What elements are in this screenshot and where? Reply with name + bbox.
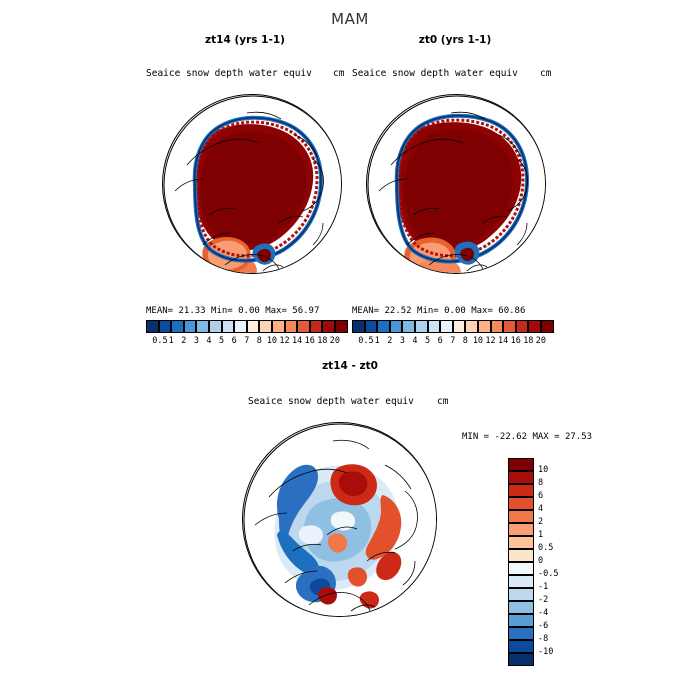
panel-zt0-colorbar xyxy=(352,320,554,333)
colorbar-tick-label: -6 xyxy=(538,621,549,631)
colorbar-swatch xyxy=(508,588,534,601)
colorbar-tick-label: 2 xyxy=(181,336,187,346)
colorbar-tick-label: 7 xyxy=(450,336,456,346)
colorbar-tick-label: 18 xyxy=(317,336,328,346)
colorbar-swatch xyxy=(478,320,491,333)
colorbar-tick-label: 20 xyxy=(535,336,547,346)
colorbar-swatch xyxy=(335,320,348,333)
colorbar-tick-label: 18 xyxy=(523,336,534,346)
colorbar-tick-label: -4 xyxy=(538,608,549,618)
panel-zt14-field-label: Seaice snow depth water equiv xyxy=(146,68,312,79)
colorbar-swatch xyxy=(415,320,428,333)
colorbar-tick-label: 6 xyxy=(538,491,544,501)
panel-zt14 xyxy=(130,34,360,46)
colorbar-tick-label: 4 xyxy=(206,336,212,346)
colorbar-swatch xyxy=(508,601,534,614)
colorbar-tick-label: 14 xyxy=(292,336,303,346)
colorbar-tick-label: -1 xyxy=(538,582,549,592)
colorbar-tick-label: 5 xyxy=(425,336,431,346)
colorbar-swatch xyxy=(508,614,534,627)
panel-zt14-units: cm xyxy=(333,68,345,79)
colorbar-swatch xyxy=(508,536,534,549)
panel-zt14-map xyxy=(162,94,342,274)
colorbar-swatch xyxy=(365,320,378,333)
colorbar-tick-label: 10 xyxy=(266,336,278,346)
panel-diff-colorbar-labels xyxy=(538,464,558,659)
colorbar-tick-label: 20 xyxy=(329,336,341,346)
panel-diff-map-graphic xyxy=(243,423,437,617)
panel-diff-units: cm xyxy=(437,396,449,407)
panel-zt0-stats: MEAN= 22.52 Min= 0.00 Max= 60.86 xyxy=(352,306,526,316)
colorbar-swatch xyxy=(508,458,534,471)
panel-zt14-title: zt14 (yrs 1-1) xyxy=(205,34,285,46)
colorbar-swatch xyxy=(508,484,534,497)
colorbar-swatch xyxy=(272,320,285,333)
colorbar-tick-label: -10 xyxy=(538,647,554,657)
panel-diff-colorbar xyxy=(508,458,534,666)
panel-zt0-title: zt0 (yrs 1-1) xyxy=(418,34,492,46)
colorbar-swatch xyxy=(528,320,541,333)
panel-zt14-stats: MEAN= 21.33 Min= 0.00 Max= 56.97 xyxy=(146,306,320,316)
colorbar-swatch xyxy=(508,510,534,523)
colorbar-tick-label: 16 xyxy=(304,336,315,346)
panel-diff-stats: MIN = -22.62 MAX = 27.53 xyxy=(462,432,593,442)
colorbar-tick-label: 8 xyxy=(538,478,544,488)
colorbar-tick-label: 5 xyxy=(219,336,225,346)
colorbar-tick-label: 14 xyxy=(498,336,509,346)
colorbar-tick-label: 2 xyxy=(538,517,544,527)
colorbar-tick-label: -8 xyxy=(538,634,549,644)
colorbar-tick-label: 4 xyxy=(538,504,544,514)
colorbar-tick-label: 8 xyxy=(256,336,262,346)
colorbar-swatch xyxy=(440,320,453,333)
colorbar-swatch xyxy=(465,320,478,333)
panel-zt0-field-label: Seaice snow depth water equiv xyxy=(352,68,518,79)
panel-zt14-map-graphic xyxy=(163,95,342,274)
colorbar-swatch xyxy=(402,320,415,333)
colorbar-swatch xyxy=(196,320,209,333)
colorbar-tick-label: 12 xyxy=(485,336,496,346)
colorbar-tick-label: 1 xyxy=(374,336,380,346)
colorbar-tick-label: 3 xyxy=(399,336,405,346)
panel-diff xyxy=(235,360,465,372)
colorbar-swatch xyxy=(259,320,272,333)
colorbar-swatch xyxy=(508,575,534,588)
colorbar-swatch xyxy=(159,320,172,333)
colorbar-swatch xyxy=(508,471,534,484)
panel-zt14-colorbar xyxy=(146,320,348,333)
colorbar-tick-label: 0.5 xyxy=(358,336,374,346)
panel-zt0 xyxy=(340,34,570,46)
colorbar-swatch xyxy=(377,320,390,333)
panel-zt0-map-graphic xyxy=(367,95,546,274)
colorbar-tick-label: 3 xyxy=(193,336,199,346)
panel-diff-title: zt14 - zt0 xyxy=(322,360,378,372)
colorbar-swatch xyxy=(390,320,403,333)
colorbar-tick-label: -2 xyxy=(538,595,549,605)
colorbar-swatch xyxy=(234,320,247,333)
colorbar-swatch xyxy=(428,320,441,333)
colorbar-swatch xyxy=(184,320,197,333)
colorbar-swatch xyxy=(352,320,365,333)
colorbar-tick-label: 6 xyxy=(437,336,443,346)
colorbar-swatch xyxy=(171,320,184,333)
colorbar-tick-label: 8 xyxy=(462,336,468,346)
colorbar-swatch xyxy=(508,549,534,562)
colorbar-tick-label: 0 xyxy=(538,556,544,566)
colorbar-swatch xyxy=(541,320,554,333)
colorbar-tick-label: 10 xyxy=(538,465,549,475)
panel-diff-field-label: Seaice snow depth water equiv xyxy=(248,396,414,407)
colorbar-tick-label: 6 xyxy=(231,336,237,346)
colorbar-swatch xyxy=(322,320,335,333)
colorbar-tick-label: 12 xyxy=(279,336,290,346)
colorbar-swatch xyxy=(508,627,534,640)
colorbar-tick-label: 0.5 xyxy=(152,336,168,346)
colorbar-swatch xyxy=(508,640,534,653)
figure-title: MAM xyxy=(331,10,369,28)
colorbar-tick-label: 1 xyxy=(168,336,174,346)
colorbar-tick-label: 10 xyxy=(472,336,484,346)
colorbar-swatch xyxy=(508,653,534,666)
panel-diff-map xyxy=(242,422,437,617)
colorbar-swatch xyxy=(247,320,260,333)
panel-zt0-colorbar-ticks xyxy=(352,336,554,346)
colorbar-tick-label: -0.5 xyxy=(538,569,559,579)
colorbar-swatch xyxy=(508,562,534,575)
colorbar-tick-label: 1 xyxy=(538,530,544,540)
colorbar-swatch xyxy=(146,320,159,333)
panel-zt0-units: cm xyxy=(540,68,552,79)
colorbar-swatch xyxy=(491,320,504,333)
panel-zt14-colorbar-ticks xyxy=(146,336,348,346)
colorbar-tick-label: 4 xyxy=(412,336,418,346)
colorbar-swatch xyxy=(310,320,323,333)
colorbar-tick-label: 2 xyxy=(387,336,393,346)
colorbar-swatch xyxy=(297,320,310,333)
colorbar-swatch xyxy=(209,320,222,333)
colorbar-tick-label: 16 xyxy=(510,336,521,346)
colorbar-swatch xyxy=(285,320,298,333)
colorbar-swatch xyxy=(508,523,534,536)
colorbar-swatch xyxy=(503,320,516,333)
colorbar-swatch xyxy=(222,320,235,333)
panel-zt0-map xyxy=(366,94,546,274)
colorbar-tick-label: 0.5 xyxy=(538,543,554,553)
colorbar-swatch xyxy=(516,320,529,333)
colorbar-tick-label: 7 xyxy=(244,336,250,346)
colorbar-swatch xyxy=(508,497,534,510)
colorbar-swatch xyxy=(453,320,466,333)
